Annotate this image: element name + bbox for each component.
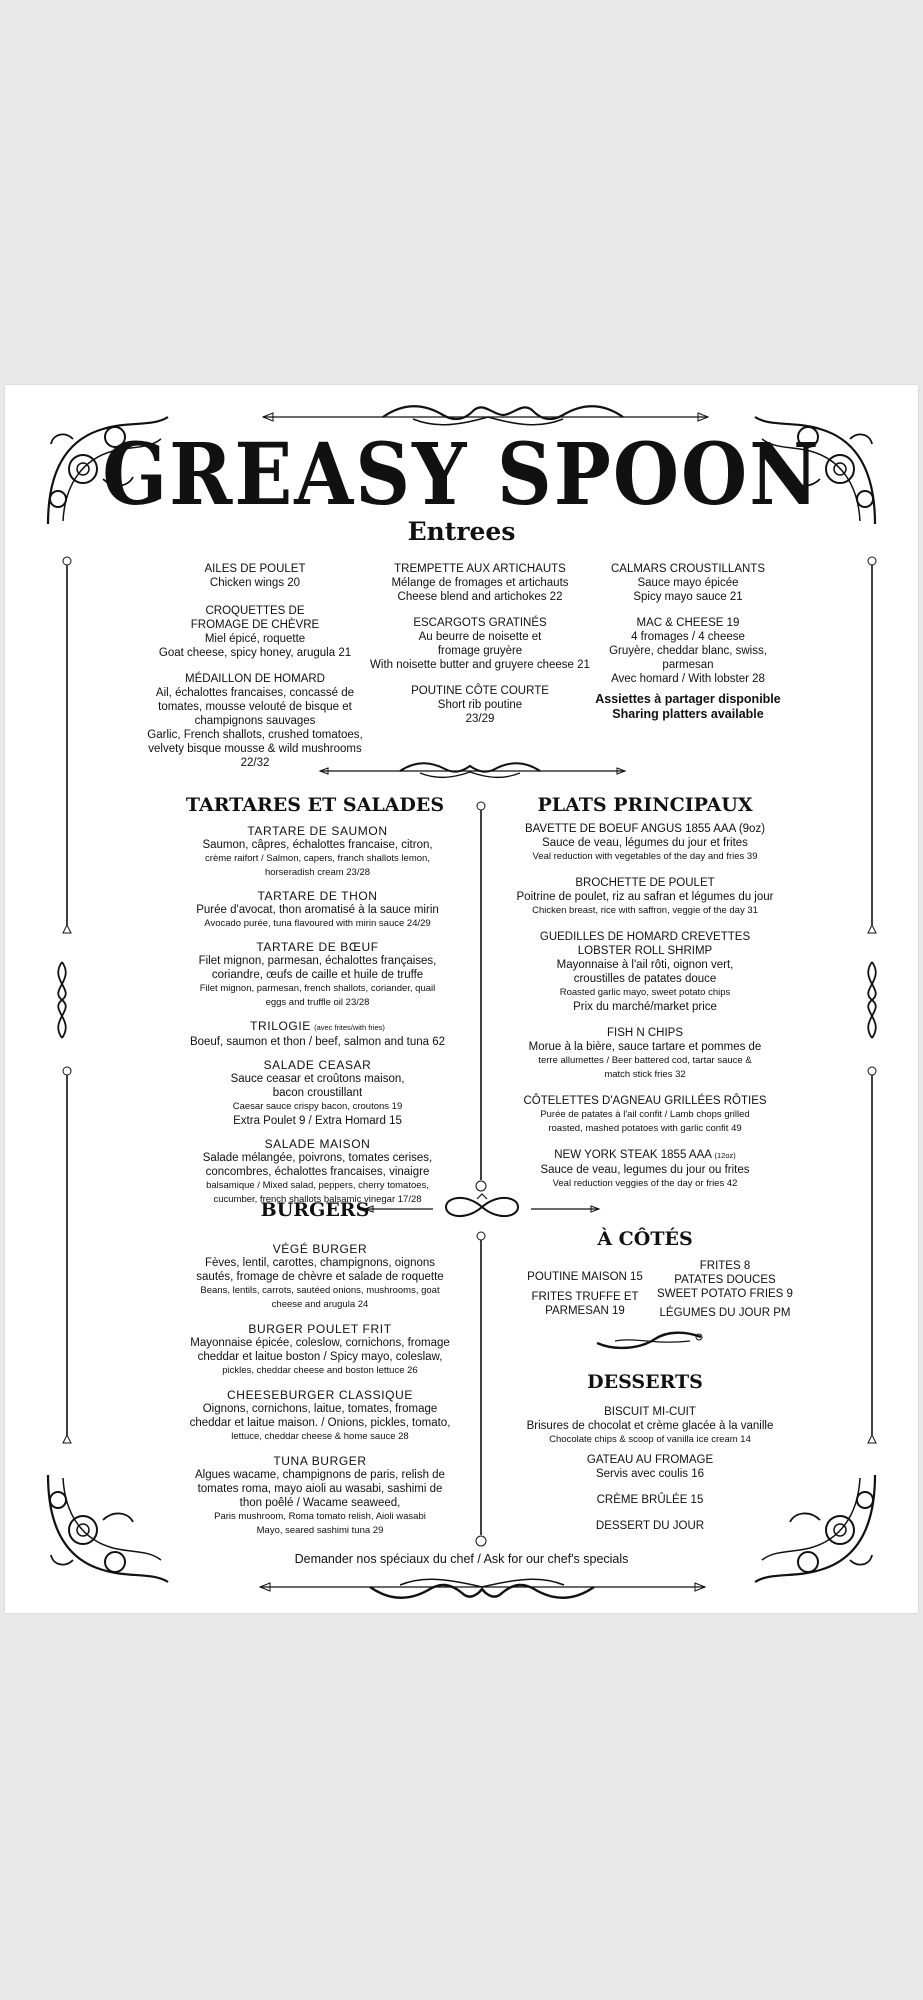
menu-item-escargots bbox=[365, 616, 595, 672]
item-desc: balsamique / Mixed salad, peppers, cherry tomatoes, bbox=[206, 1180, 429, 1191]
item-desc: Morue à la bière, sauce tartare et pommes de bbox=[528, 1041, 762, 1053]
vertical-rule-icon bbox=[60, 555, 74, 935]
burgers-heading: BURGERS bbox=[260, 1199, 370, 1221]
item-desc: Mayo, seared sashimi tuna 29 bbox=[256, 1525, 384, 1536]
item-desc: cheddar et laitue boston / Spicy mayo, coleslaw, bbox=[197, 1351, 443, 1363]
plats-heading: PLATS PRINCIPAUX bbox=[537, 794, 753, 816]
vertical-rule-icon bbox=[865, 1065, 879, 1445]
item-name: LOBSTER ROLL SHRIMP bbox=[577, 945, 713, 957]
vertical-rule-icon bbox=[865, 555, 879, 935]
item-name: CROQUETTES DE bbox=[205, 605, 305, 617]
menu-item-mac-cheese bbox=[583, 616, 793, 686]
menu-item-burger-poulet bbox=[185, 1322, 455, 1378]
menu-item-fish-chips bbox=[505, 1026, 785, 1082]
item-desc: Chicken breast, rice with saffron, veggie of the day 31 bbox=[532, 905, 758, 916]
side-loop-icon bbox=[857, 960, 887, 1040]
item-desc: pickles, cheddar cheese and boston lettuce 26 bbox=[222, 1365, 418, 1376]
item-name: GATEAU AU FROMAGE bbox=[586, 1454, 714, 1466]
item-desc: Paris mushroom, Roma tomato relish, Aioli wasabi bbox=[214, 1511, 426, 1522]
item-name: CÔTELETTES D'AGNEAU GRILLÉES RÔTIES bbox=[523, 1095, 767, 1107]
item-desc: Sauce mayo épicée bbox=[637, 577, 739, 589]
item-desc: cucumber, french shallots balsamic vinegar 17/28 bbox=[213, 1194, 422, 1205]
item-desc: Extra Poulet 9 / Extra Homard 15 bbox=[233, 1115, 402, 1127]
menu-item-vege-burger bbox=[185, 1242, 455, 1312]
item-name: BURGER POULET FRIT bbox=[248, 1322, 392, 1336]
item-desc: sautés, fromage de chèvre et salade de roquette bbox=[196, 1271, 444, 1283]
bottom-divider-flourish-icon bbox=[260, 1575, 710, 1599]
item-desc: Filet mignon, parmesan, french shallots, coriander, quail bbox=[199, 983, 436, 994]
item-desc: croustilles de patates douce bbox=[573, 973, 717, 985]
menu-item-dessert-jour: DESSERT DU JOUR bbox=[595, 1520, 705, 1532]
item-desc: bacon croustillant bbox=[272, 1087, 363, 1099]
side-frites-truffe-2: PARMESAN 19 bbox=[545, 1305, 625, 1317]
item-desc: Spicy mayo sauce 21 bbox=[633, 591, 743, 603]
cotes-left bbox=[520, 1270, 650, 1318]
entrees-heading: Entrees bbox=[407, 517, 516, 546]
menu-item-salade-ceasar bbox=[175, 1058, 460, 1128]
item-desc: tomates roma, mayo aioli au wasabi, sashimi de bbox=[197, 1483, 443, 1495]
item-desc: Caesar sauce crispy bacon, croutons 19 bbox=[232, 1101, 403, 1112]
item-name bbox=[505, 1148, 785, 1163]
menu-item-creme-brulee: CRÈME BRÛLÉE 15 bbox=[596, 1494, 704, 1506]
item-desc: Short rib poutine bbox=[437, 699, 523, 711]
item-desc: Veal reduction with vegetables of the day and fries 39 bbox=[532, 851, 758, 862]
item-desc: coriandre, œufs de caille et huile de truffe bbox=[211, 969, 424, 981]
item-desc: Oignons, cornichons, laitue, tomates, fromage bbox=[202, 1403, 438, 1415]
sharing-note bbox=[583, 692, 793, 722]
item-desc: thon poêlé / Wacame seaweed, bbox=[239, 1497, 401, 1509]
cotes-right bbox=[650, 1259, 800, 1320]
item-desc: Fèves, lentil, carottes, champignons, oignons bbox=[204, 1257, 436, 1269]
item-desc: concombres, échalottes francaises, vinaigre bbox=[205, 1166, 430, 1178]
item-price: 22/32 bbox=[240, 757, 270, 769]
item-desc: roasted, mashed potatoes with garlic confit 49 bbox=[548, 1123, 742, 1134]
item-name: TARTARE DE BŒUF bbox=[256, 940, 379, 954]
item-price: 23/29 bbox=[465, 713, 495, 725]
item-desc: eggs and truffle oil 23/28 bbox=[265, 997, 370, 1008]
item-name: ESCARGOTS GRATINÉS bbox=[413, 617, 547, 629]
item-desc: Goat cheese, spicy honey, arugula 21 bbox=[158, 647, 352, 659]
menu-item-trempette bbox=[365, 562, 595, 604]
item-name-note: (12oz) bbox=[714, 1151, 736, 1160]
item-desc: Miel épicé, roquette bbox=[204, 633, 306, 645]
item-desc: Au beurre de noisette et bbox=[418, 631, 542, 643]
item-desc: Mayonnaise à l'ail rôti, oignon vert, bbox=[556, 959, 734, 971]
item-desc: lettuce, cheddar cheese & home sauce 28 bbox=[231, 1431, 409, 1442]
item-name: POUTINE CÔTE COURTE bbox=[411, 685, 549, 697]
item-name: SALADE MAISON bbox=[264, 1137, 371, 1151]
side-loop-icon bbox=[47, 960, 77, 1040]
menu-item-bavette bbox=[505, 822, 785, 864]
item-name: SALADE CEASAR bbox=[263, 1058, 372, 1072]
tartares-heading: TARTARES ET SALADES bbox=[185, 794, 445, 816]
plats-list bbox=[505, 822, 785, 1191]
item-desc: Salade mélangée, poivrons, tomates cerises, bbox=[202, 1152, 433, 1164]
item-desc: Saumon, câpres, échalottes francaise, citron, bbox=[202, 839, 433, 851]
item-price: Prix du marché/market price bbox=[573, 1001, 717, 1013]
menu-item-calmars bbox=[583, 562, 793, 604]
tartares-list bbox=[175, 824, 460, 1207]
menu-sheet bbox=[5, 385, 918, 1613]
item-desc: velvety bisque mousse & wild mushrooms bbox=[148, 743, 362, 755]
menu-item-tartare-saumon bbox=[175, 824, 460, 880]
divider-arrow-icon bbox=[529, 1204, 599, 1214]
item-desc: Sauce ceasar et croûtons maison, bbox=[230, 1073, 405, 1085]
menu-item-trilogie bbox=[175, 1019, 460, 1049]
item-desc: Poitrine de poulet, riz au safran et légumes du jour bbox=[516, 891, 774, 903]
item-name: TUNA BURGER bbox=[273, 1454, 367, 1468]
divider-flourish-icon bbox=[320, 761, 630, 781]
item-desc: Avocado purée, tuna flavoured with mirin sauce 24/29 bbox=[204, 918, 431, 929]
center-loop-flourish-icon bbox=[441, 1193, 523, 1221]
item-desc: Chocolate chips & scoop of vanilla ice cream 14 bbox=[549, 1434, 751, 1445]
side-frites-truffe: FRITES TRUFFE ET bbox=[531, 1291, 639, 1303]
item-desc: Garlic, French shallots, crushed tomatoes, bbox=[147, 729, 363, 741]
item-desc: Boeuf, saumon et thon / beef, salmon and tuna 62 bbox=[189, 1036, 446, 1048]
menu-item-cheeseburger bbox=[185, 1388, 455, 1444]
desserts-list bbox=[515, 1405, 785, 1533]
item-desc: Ail, échalottes francaises, concassé de bbox=[155, 687, 355, 699]
item-name-text: TRILOGIE bbox=[250, 1019, 311, 1033]
item-desc: cheese and arugula 24 bbox=[271, 1299, 369, 1310]
item-desc: Servis avec coulis 16 bbox=[595, 1468, 705, 1480]
sharing-fr: Assiettes à partager disponible bbox=[595, 692, 781, 706]
menu-item-brochette bbox=[505, 876, 785, 918]
item-name-text: NEW YORK STEAK 1855 AAA bbox=[554, 1149, 712, 1161]
menu-item-biscuit bbox=[515, 1405, 785, 1447]
side-sweet-fries: SWEET POTATO FRIES 9 bbox=[657, 1288, 793, 1300]
vertical-rule-icon bbox=[474, 1230, 488, 1550]
menu-item-ny-steak bbox=[505, 1148, 785, 1191]
item-desc: Beans, lentils, carrots, sautéed onions, mushrooms, goat bbox=[200, 1285, 440, 1296]
small-swash-flourish-icon bbox=[595, 1329, 705, 1351]
entrees-column-1 bbox=[145, 562, 365, 770]
footer-specials: Demander nos spéciaux du chef / Ask for our chef's specials bbox=[294, 1552, 629, 1566]
item-name: CALMARS CROUSTILLANTS bbox=[610, 563, 765, 575]
item-desc: With noisette butter and gruyere cheese 21 bbox=[370, 659, 590, 671]
item-name bbox=[175, 1019, 460, 1035]
item-desc: Veal reduction veggies of the day or fries 42 bbox=[552, 1178, 738, 1189]
item-desc: Filet mignon, parmesan, échalottes françaises, bbox=[198, 955, 437, 967]
menu-item-cotelettes bbox=[505, 1094, 785, 1136]
item-name: BAVETTE DE BOEUF ANGUS 1855 AAA (9oz) bbox=[524, 823, 766, 835]
item-desc: Chicken wings 20 bbox=[209, 577, 301, 589]
item-desc: Avec homard / With lobster 28 bbox=[611, 673, 765, 685]
item-desc: Roasted garlic mayo, sweet potato chips bbox=[559, 987, 731, 998]
item-desc: tomates, mousse velouté de bisque et bbox=[158, 701, 352, 713]
item-name: VÉGÉ BURGER bbox=[272, 1242, 368, 1256]
vertical-rule-icon bbox=[60, 1065, 74, 1445]
item-name: AILES DE POULET bbox=[204, 563, 306, 575]
item-desc: Sauce de veau, légumes du jour et frites bbox=[542, 837, 748, 849]
item-desc: Sauce de veau, legumes du jour ou frites bbox=[540, 1164, 750, 1176]
corner-flourish-icon bbox=[43, 1470, 173, 1590]
item-desc: Brisures de chocolat et crème glacée à la vanille bbox=[526, 1420, 774, 1432]
menu-item-ailes bbox=[145, 562, 365, 590]
item-name: MAC & CHEESE 19 bbox=[636, 617, 740, 629]
item-name: FROMAGE DE CHÈVRE bbox=[190, 619, 320, 631]
item-desc: cheddar et laitue maison. / Onions, pickles, tomato, bbox=[189, 1417, 451, 1429]
side-frites: FRITES 8 bbox=[699, 1260, 751, 1272]
item-desc: 4 fromages / 4 cheese bbox=[631, 631, 745, 643]
item-name: FISH N CHIPS bbox=[606, 1027, 684, 1039]
item-name: BROCHETTE DE POULET bbox=[575, 877, 715, 889]
desserts-heading: DESSERTS bbox=[587, 1371, 703, 1393]
item-desc: fromage gruyère bbox=[437, 645, 523, 657]
item-desc: Algues wacame, champignons de paris, relish de bbox=[195, 1469, 445, 1481]
entrees-column-3 bbox=[583, 562, 793, 722]
menu-item-salade-maison bbox=[175, 1137, 460, 1207]
item-desc: terre allumettes / Beer battered cod, tartar sauce & bbox=[538, 1055, 752, 1066]
restaurant-name: GREASY SPOON bbox=[102, 424, 821, 525]
item-desc: Mélange de fromages et artichauts bbox=[391, 577, 569, 589]
item-desc: Mayonnaise épicée, coleslow, cornichons, fromage bbox=[190, 1337, 450, 1349]
item-desc: Gruyère, cheddar blanc, swiss, bbox=[609, 645, 767, 657]
item-name: BISCUIT MI-CUIT bbox=[604, 1406, 696, 1418]
vertical-rule-icon bbox=[474, 800, 488, 1195]
item-desc: champignons sauvages bbox=[194, 715, 316, 727]
item-desc: Purée d'avocat, thon aromatisé à la sauce mirin bbox=[196, 904, 439, 916]
menu-item-tartare-thon bbox=[175, 889, 460, 931]
menu-item-croquettes bbox=[145, 604, 365, 660]
side-patates: PATATES DOUCES bbox=[674, 1274, 776, 1286]
item-name: MÉDAILLON DE HOMARD bbox=[185, 673, 325, 685]
side-legumes: LÉGUMES DU JOUR PM bbox=[659, 1307, 791, 1319]
item-name-note: (avec frites/with fries) bbox=[314, 1023, 385, 1032]
cotes-heading: À CÔTÉS bbox=[597, 1228, 693, 1250]
item-desc: Cheese blend and artichokes 22 bbox=[397, 591, 563, 603]
item-name: TREMPETTE AUX ARTICHAUTS bbox=[394, 563, 566, 575]
item-name: TARTARE DE THON bbox=[257, 889, 378, 903]
item-desc: crème raifort / Salmon, capers, franch shallots lemon, bbox=[205, 853, 430, 864]
item-name: GUEDILLES DE HOMARD CREVETTES bbox=[539, 931, 751, 943]
item-desc: parmesan bbox=[662, 659, 714, 671]
menu-item-medaillon bbox=[145, 672, 365, 770]
menu-item-guedilles bbox=[505, 930, 785, 1014]
item-desc: match stick fries 32 bbox=[604, 1069, 686, 1080]
item-desc: Purée de patates à l'ail confit / Lamb chops grilled bbox=[540, 1109, 750, 1120]
menu-item-gateau bbox=[515, 1453, 785, 1481]
entrees-column-2 bbox=[365, 562, 595, 726]
side-poutine: POUTINE MAISON 15 bbox=[527, 1271, 643, 1283]
menu-item-poutine-cote bbox=[365, 684, 595, 726]
item-name: CHEESEBURGER CLASSIQUE bbox=[227, 1388, 413, 1402]
item-name: TARTARE DE SAUMON bbox=[247, 824, 388, 838]
menu-item-tuna-burger bbox=[185, 1454, 455, 1538]
menu-item-tartare-boeuf bbox=[175, 940, 460, 1010]
burgers-list bbox=[185, 1242, 455, 1538]
sharing-en: Sharing platters available bbox=[612, 707, 764, 721]
item-desc: horseradish cream 23/28 bbox=[264, 867, 371, 878]
